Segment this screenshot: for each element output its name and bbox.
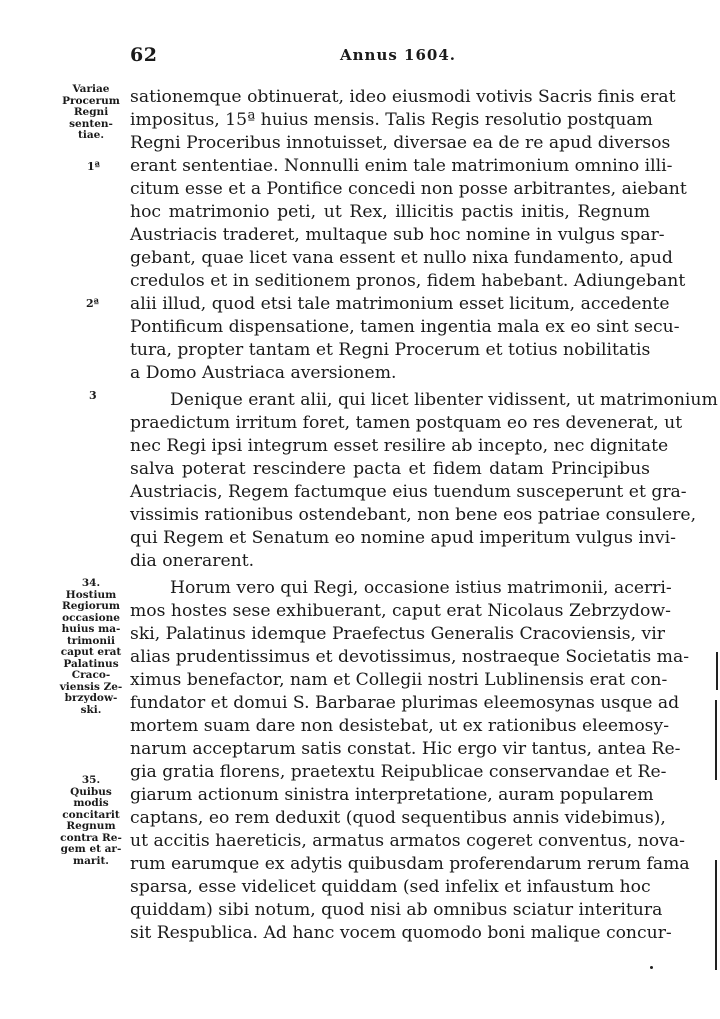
text-line: quiddam) sibi notum, quod nisi ab omnibus sciatur interitura — [130, 900, 663, 920]
margin-note-line: Quibus — [70, 785, 112, 798]
margin-note-hostium — [56, 578, 126, 716]
page-number: 62 — [130, 44, 158, 66]
text-line: qui Regem et Senatum eo nomine apud imperitum vulgus invi- — [130, 528, 676, 548]
text-line: vissimis rationibus ostendebant, non bene eos patriae consulere, — [130, 505, 697, 525]
margin-note-line: senten- — [69, 117, 113, 130]
scan-edge-mark — [715, 700, 717, 780]
text-line: sationemque obtinuerat, ideo eiusmodi votivis Sacris finis erat — [130, 87, 676, 107]
text-line: sit Respublica. Ad hanc vocem quomodo boni malique concur- — [130, 923, 672, 943]
text-line: Horum vero qui Regi, occasione istius matrimonii, acerri- — [170, 578, 672, 598]
margin-number-3: 3 — [89, 389, 97, 402]
margin-note-line: gem et ar- — [60, 843, 122, 855]
text-line: alii illud, quod etsi tale matrimonium esset licitum, accedente — [130, 294, 670, 314]
margin-note-line: brzydow- — [64, 692, 118, 704]
scan-edge-mark — [716, 652, 718, 690]
margin-note-line: contra Re- — [60, 831, 122, 844]
text-line: a Domo Austriaca aversionem. — [130, 363, 397, 383]
margin-note-line: marit. — [73, 854, 109, 867]
margin-note-line: Hostium — [65, 588, 117, 601]
text-line: impositus, 15ª huius mensis. Talis Regis resolutio postquam — [130, 110, 653, 130]
margin-number-1: 1ª — [87, 160, 101, 173]
text-line: nec Regi ipsi integrum esset resilire ab incepto, nec dignitate — [130, 436, 669, 456]
text-line: giarum actionum sinistra interpretatione, auram popularem — [130, 785, 654, 805]
scan-edge-mark — [715, 860, 717, 970]
text-line: Denique erant alii, qui licet libenter vidissent, ut matrimonium — [170, 390, 718, 410]
text-line: credulos et in seditionem pronos, fidem habebant. Adiungebant — [130, 271, 686, 291]
margin-note-line: Regnum — [66, 820, 116, 832]
text-line: ut accitis haereticis, armatus armatos cogeret conventus, nova- — [130, 831, 685, 851]
text-line: rum earumque ex adytis quibusdam proferendarum rerum fama — [130, 854, 690, 874]
text-line: gia gratia florens, praetextu Reipublicae conservandae et Re- — [130, 762, 667, 782]
text-line: gebant, quae licet vana essent et nullo nixa fundamento, apud — [130, 248, 673, 268]
margin-note-line: modis — [73, 797, 109, 809]
margin-note-line: tiae. — [78, 129, 104, 141]
margin-note-line: Palatinus — [63, 657, 119, 670]
text-line: citum esse et a Pontifice concedi non posse arbitrantes, aiebant — [130, 179, 687, 199]
text-line: praedictum irritum foret, tamen postquam eo res devenerat, ut — [130, 413, 683, 433]
text-line: tura, propter tantam et Regni Procerum et totius nobilitatis — [130, 340, 651, 360]
margin-note-line: Variae — [72, 83, 110, 95]
margin-note-line: Procerum — [62, 94, 120, 107]
margin-note-line: Regiorum — [61, 600, 121, 612]
text-line: sparsa, esse videlicet quiddam (sed infelix et infaustum hoc — [130, 877, 651, 897]
text-line: alias prudentissimus et devotissimus, nostraeque Societatis ma- — [130, 647, 690, 667]
text-line: Pontificum dispensatione, tamen ingentia mala ex eo sint secu- — [130, 317, 680, 337]
margin-note-line: viensis Ze- — [59, 680, 123, 693]
margin-note-line: trimonii — [66, 634, 116, 647]
margin-note-line: ski. — [80, 703, 102, 716]
text-line: hoc matrimonio peti, ut Rex, illicitis pactis initis, Regnum — [130, 202, 650, 222]
margin-note-line: 35. — [81, 774, 101, 786]
margin-note-line: 34. — [81, 577, 101, 589]
margin-note-quibus — [56, 775, 126, 867]
text-line: Austriacis, Regem factumque eius tuendum susceperunt et gra- — [130, 482, 687, 502]
margin-note-variae — [56, 84, 126, 142]
text-line: narum acceptarum satis constat. Hic ergo vir tantus, antea Re- — [130, 739, 681, 759]
text-line: captans, eo rem deduxit (quod sequentibus annis videbimus), — [130, 808, 666, 828]
margin-note-line: occasione — [62, 611, 120, 624]
margin-note-line: Craco- — [71, 669, 111, 681]
margin-note-line: Regni — [73, 106, 109, 118]
text-line: dia onerarent. — [130, 551, 255, 571]
text-line: Regni Proceribus innotuisset, diversae ea de re apud diversos — [130, 133, 671, 153]
scan-dot-mark — [650, 966, 653, 969]
margin-note-line: huius ma- — [61, 623, 121, 635]
text-line: fundator et domui S. Barbarae plurimas eleemosynas usque ad — [130, 693, 680, 713]
text-line: ximus benefactor, nam et Collegii nostri Lublinensis erat con- — [130, 670, 668, 690]
text-line: erant sententiae. Nonnulli enim tale matrimonium omnino illi- — [130, 156, 673, 176]
margin-number-2: 2ª — [86, 297, 100, 310]
text-line: mortem suam dare non desistebat, ut ex rationibus eleemosy- — [130, 716, 670, 736]
margin-note-line: caput erat — [60, 646, 122, 658]
text-line: Austriacis traderet, multaque sub hoc nomine in vulgus spar- — [130, 225, 665, 245]
text-line: mos hostes sese exhibuerant, caput erat Nicolaus Zebrzydow- — [130, 601, 671, 621]
text-line: salva poterat rescindere pacta et fidem datam Principibus — [130, 459, 650, 479]
text-line: ski, Palatinus idemque Praefectus Generalis Cracoviensis, vir — [130, 624, 665, 644]
margin-note-line: concitarit — [62, 808, 120, 821]
running-head: Annus 1604. — [340, 46, 456, 64]
